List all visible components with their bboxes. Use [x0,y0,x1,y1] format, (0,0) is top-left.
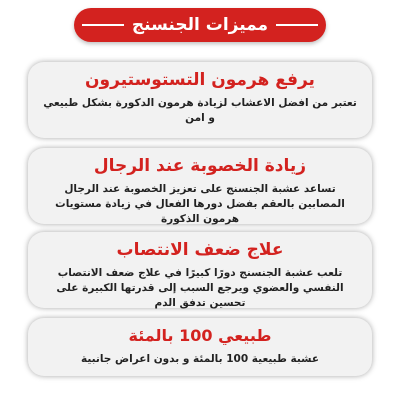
feature-card-description: تعتبر من افضل الاعشاب لزيادة هرمون الدكورة بشكل طبيعي و امن [43,97,357,124]
feature-card-title: زيادة الخصوبة عند الرجال [93,156,307,176]
feature-card-testosterone [28,62,372,138]
feature-card-description: عشبة طبيعية 100 بالمئة و بدون اعراض جانبية [80,353,320,365]
feature-card-title: يرفع هرمون التستوستيرون [85,70,315,90]
header-line-right [276,24,318,26]
feature-card-natural [28,318,372,376]
header-pill [74,8,326,42]
feature-card-fertility [28,148,372,224]
section-header [0,8,400,42]
header-line-left [82,24,124,26]
feature-card-description: تساعد عشبة الجنسنج على تعزيز الخصوبة عند الرجال المصابين بالعقم بفضل دورها الفعال في زيادة مستويات هرمون الذكورة [55,183,345,225]
feature-card-title: طبيعي 100 بالمئة [128,326,272,345]
feature-card-description: تلعب عشبة الجنسنج دورًا كبيرًا في علاج ضعف الانتصاب النفسي والعضوي ويرجع السبب إلى قدرتها الكبيرة على تحسين تدفق الدم [56,267,344,309]
feature-card-erectile [28,232,372,308]
header-title: مميزات الجنسنج [131,15,269,35]
feature-card-title: علاج ضعف الانتصاب [116,240,284,260]
